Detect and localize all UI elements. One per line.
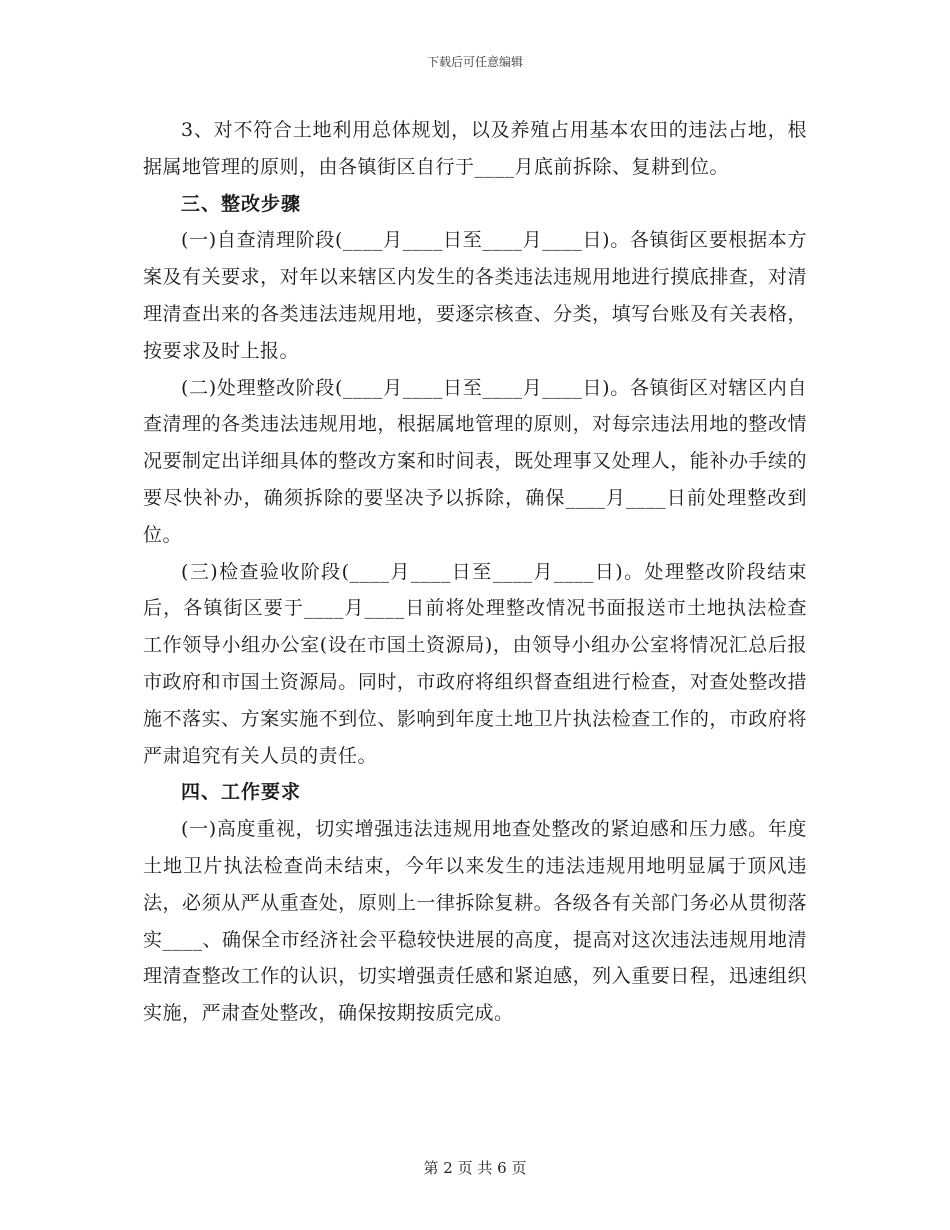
page-header: 下载后可任意编辑 (426, 55, 523, 69)
section-heading-steps: 三、整改步骤 (181, 192, 302, 215)
paragraph-inspection-stage: (三)检查验收阶段(____月____日至____月____日)。处理整改阶段结束后，各镇街区要于____月____日前将处理整改情况书面报送市土地执法检查工作领导小组办公室(设在市国土资源局)，由领导小组办公室将情况汇总后报市政府和市国土资源局。同时，市政府将组织督查组进行检查，对查处整改措施不落实、方案实施不到位、影响到年度土地卫片执法检查工作的，市政府将严肃追究有关人员的责任。 (143, 560, 807, 767)
paragraph-item-3: 3、对不符合土地利用总体规划，以及养殖占用基本农田的违法占地，根据属地管理的原则，由各镇街区自行于____月底前拆除、复耕到位。 (143, 119, 807, 178)
document-body (143, 112, 807, 1032)
section-heading-requirements: 四、工作要求 (181, 781, 302, 804)
page-number: 第 2 页 共 6 页 (423, 1159, 527, 1177)
paragraph-high-priority: (一)高度重视，切实增强违法违规用地查处整改的紧迫感和压力感。年度土地卫片执法检查尚未结束，今年以来发生的违法违规用地明显属于顶风违法，必须从严从重查处，原则上一律拆除复耕。各级各有关部门务必从贯彻落实____、确保全市经济社会平稳较快进展的高度，提高对这次违法违规用地清理清查整改工作的认识，切实增强责任感和紧迫感，列入重要日程，迅速组织实施，严肃查处整改，确保按期按质完成。 (143, 818, 808, 1025)
paragraph-rectification-stage: (二)处理整改阶段(____月____日至____月____日)。各镇街区对辖区内自查清理的各类违法违规用地，根据属地管理的原则，对每宗违法用地的整改情况要制定出详细具体的整改方案和时间表，既处理事又处理人，能补办手续的要尽快补办，确须拆除的要坚决予以拆除，确保____月____日前处理整改到位。 (143, 376, 807, 546)
paragraph-self-check-stage: (一)自查清理阶段(____月____日至____月____日)。各镇街区要根据本方案及有关要求，对年以来辖区内发生的各类违法违规用地进行摸底排查，对清理清查出来的各类违法违规用地，要逐宗核查、分类，填写台账及有关表格，按要求及时上报。 (143, 229, 807, 362)
